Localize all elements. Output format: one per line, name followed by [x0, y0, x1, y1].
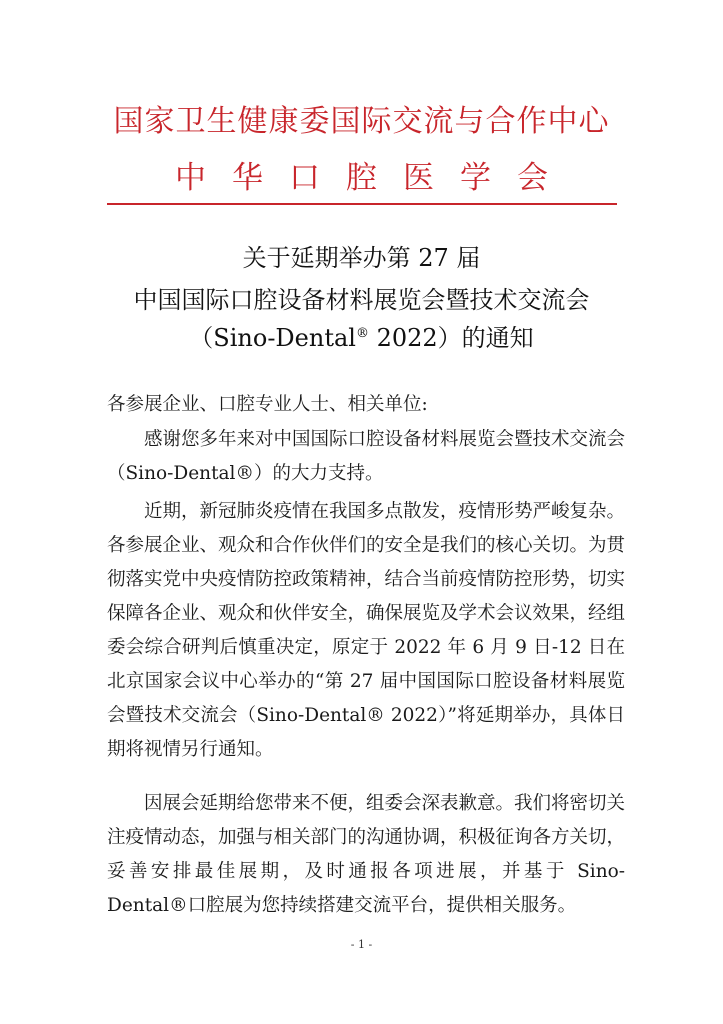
notice-title-line-1: 关于延期举办第 27 届	[242, 244, 481, 272]
salutation: 各参展企业、口腔专业人士、相关单位:	[107, 394, 428, 415]
title-line-3-suffix: 2022）的通知	[368, 324, 534, 352]
body-paragraph-3: 因展会延期给您带来不便，组委会深表歉意。我们将密切关注疫情动态，加强与相关部门的沟通协调，积极征询各方关切，妥善安排最佳展期，及时通报各项进展，并基于 Sino-Dental®口腔展为您持续搭建交流平台，提供相关服务。	[107, 793, 626, 916]
red-header-divider	[107, 203, 617, 205]
body-paragraph-2: 近期，新冠肺炎疫情在我国多点散发，疫情形势严峻复杂。各参展企业、观众和合作伙伴们的安全是我们的核心关切。为贯彻落实党中央疫情防控政策精神，结合当前疫情防控形势，切实保障各企业、观众和伙伴安全，确保展览及学术会议效果，经组委会综合研判后慎重决定，原定于 2022 年 6 月 9 日-12 日在北京国家会议中心举办的“第 27 届中国国际口腔设备材料展览会暨技术交流会（Sino-Dental® 2022）”将延期举办，具体日期将视情另行通知。	[107, 501, 626, 760]
issuing-organization-2: 中华口腔医学会	[175, 160, 574, 196]
notice-title-line-3	[0, 318, 723, 353]
registered-mark: ®	[355, 326, 369, 341]
title-line-3-prefix: （Sino-Dental	[189, 324, 356, 352]
notice-title-line-2: 中国国际口腔设备材料展览会暨技术交流会	[133, 286, 590, 314]
body-paragraph-1: 感谢您多年来对中国国际口腔设备材料展览会暨技术交流会（Sino-Dental®）的大力支持。	[107, 429, 626, 484]
page-number: - 1 -	[350, 938, 373, 951]
issuing-organization-1: 国家卫生健康委国际交流与合作中心	[113, 104, 610, 139]
